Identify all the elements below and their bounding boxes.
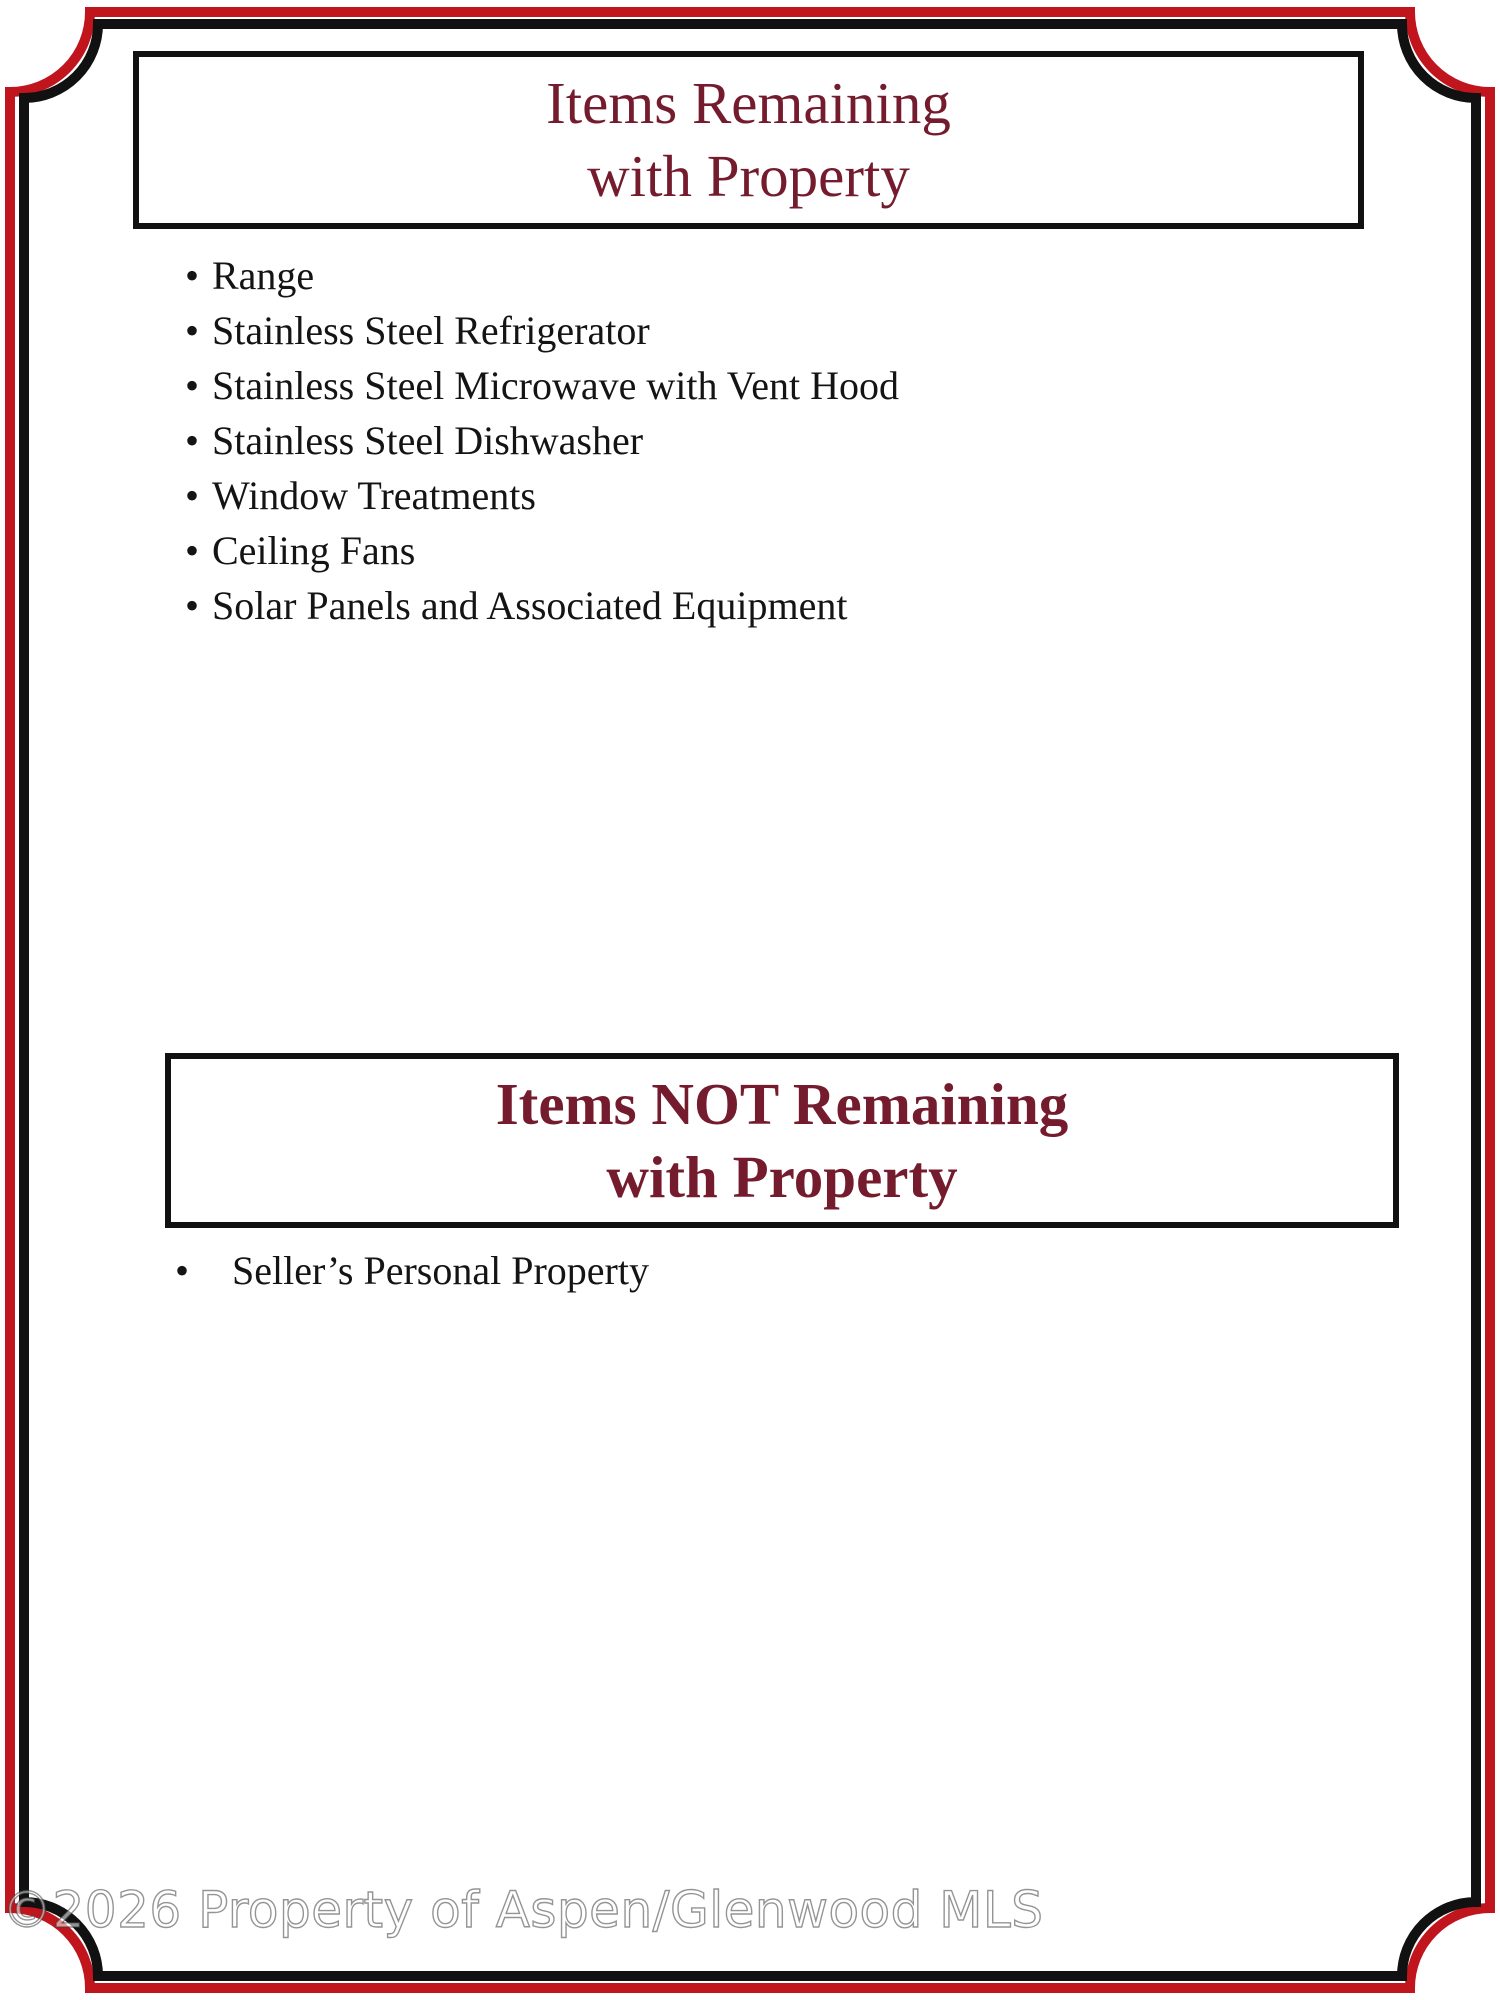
bullet-icon: • xyxy=(185,418,200,463)
items-not-remaining-list xyxy=(175,1243,649,1298)
list-item xyxy=(185,578,899,633)
items-remaining-subtitle: with Property xyxy=(587,143,910,209)
watermark: ©2026 Property of Aspen/Glenwood MLS xyxy=(2,1881,1044,1939)
list-item-label: Ceiling Fans xyxy=(212,528,416,573)
items-not-remaining-subtitle: with Property xyxy=(606,1143,958,1210)
items-not-remaining-title-box xyxy=(165,1053,1399,1228)
list-item xyxy=(185,523,899,578)
list-item xyxy=(185,303,899,358)
list-item-label: Seller’s Personal Property xyxy=(232,1248,649,1293)
bullet-icon: • xyxy=(185,253,200,298)
list-item-label: Range xyxy=(212,253,315,298)
bullet-icon: • xyxy=(175,1248,190,1293)
items-not-remaining-title: Items NOT Remaining xyxy=(495,1070,1069,1137)
list-item xyxy=(175,1243,649,1298)
bullet-icon: • xyxy=(185,363,200,408)
list-item-label: Solar Panels and Associated Equipment xyxy=(212,583,848,628)
list-item-label: Stainless Steel Microwave with Vent Hood xyxy=(212,363,899,408)
items-remaining-title-box xyxy=(133,51,1364,229)
list-item xyxy=(185,358,899,413)
items-remaining-title: Items Remaining xyxy=(546,70,951,136)
list-item xyxy=(185,413,899,468)
bullet-icon: • xyxy=(185,308,200,353)
list-item-label: Stainless Steel Dishwasher xyxy=(212,418,644,463)
list-item-label: Stainless Steel Refrigerator xyxy=(212,308,650,353)
bullet-icon: • xyxy=(185,583,200,628)
list-item-label: Window Treatments xyxy=(212,473,536,518)
items-remaining-list xyxy=(185,248,899,633)
bullet-icon: • xyxy=(185,473,200,518)
bullet-icon: • xyxy=(185,528,200,573)
list-item xyxy=(185,468,899,523)
list-item xyxy=(185,248,899,303)
